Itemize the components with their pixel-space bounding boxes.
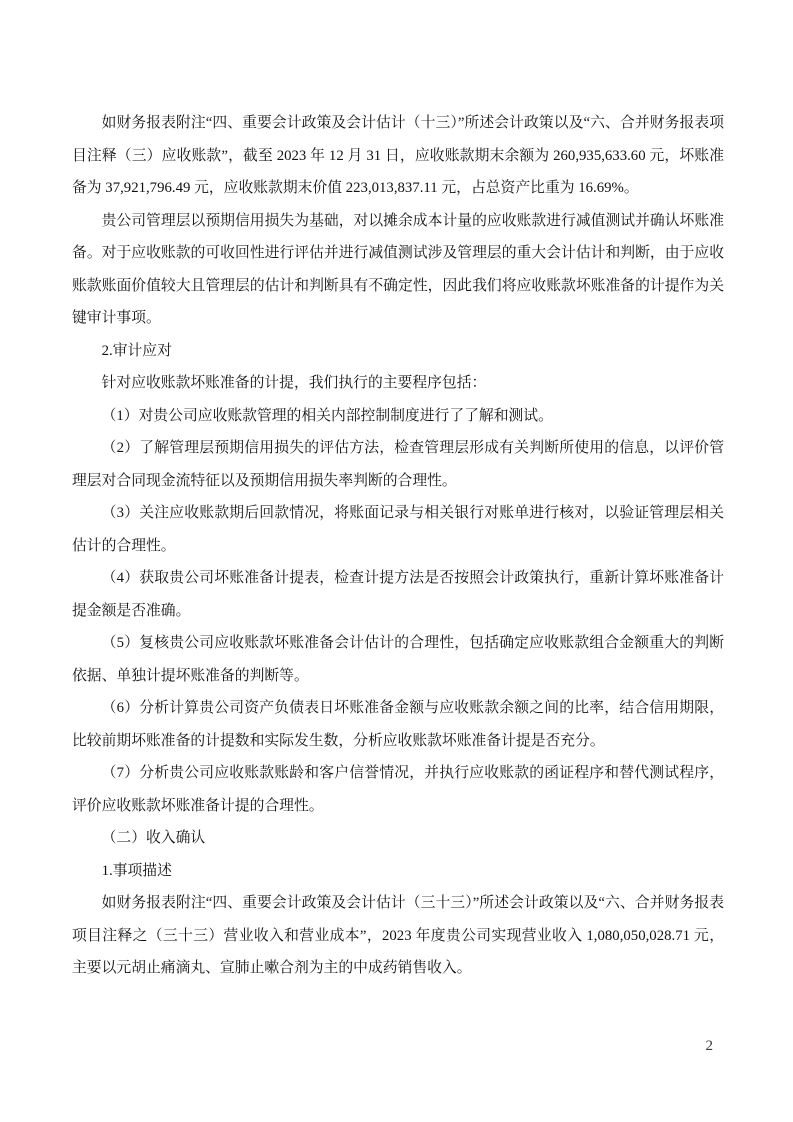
paragraph: 针对应收账款坏账准备的计提，我们执行的主要程序包括： xyxy=(101,375,487,391)
paragraph: 如财务报表附注“四、重要会计政策及会计估计（三十三）”所述会计政策以及“六、合并财务报表项目注释之（三十三）营业收入和营业成本”，2023 年度贵公司实现营业收入 1,080,050,028.71 元，主要以元胡止痛滴丸、宣肺止嗽合剂为主的中成药销售收入。 xyxy=(72,895,724,976)
paragraph: 贵公司管理层以预期信用损失为基础，对以摊余成本计量的应收账款进行减值测试并确认坏账准备。对于应收账款的可收回性进行评估并进行减值测试涉及管理层的重大会计估计和判断，由于应收账款账面价值较大且管理层的估计和判断具有不确定性，因此我们将应收账款坏账准备的计提作为关键审计事项。 xyxy=(72,212,724,326)
document-body-text xyxy=(72,107,724,985)
paragraph: （4）获取贵公司坏账准备计提表，检查计提方法是否按照会计政策执行，重新计算坏账准备计提金额是否准确。 xyxy=(72,570,724,619)
paragraph: （1）对贵公司应收账款管理的相关内部控制制度进行了了解和测试。 xyxy=(101,407,553,424)
paragraph: （3）关注应收账款期后回款情况，将账面记录与相关银行对账单进行核对，以验证管理层相关估计的合理性。 xyxy=(72,505,724,554)
paragraph: 1.事项描述 xyxy=(101,862,172,879)
paragraph: （7）分析贵公司应收账款账龄和客户信誉情况，并执行应收账款的函证程序和替代测试程序，评价应收账款坏账准备计提的合理性。 xyxy=(72,765,724,814)
paragraph: （二）收入确认 xyxy=(101,830,206,846)
paragraph: （6）分析计算贵公司资产负债表日坏账准备金额与应收账款余额之间的比率，结合信用期限，比较前期坏账准备的计提数和实际发生数，分析应收账款坏账准备计提是否充分。 xyxy=(72,700,724,749)
paragraph: 如财务报表附注“四、重要会计政策及会计估计（十三）”所述会计政策以及“六、合并财务报表项目注释（三）应收账款”，截至 2023 年 12 月 31 日，应收账款期末余额为 260,935,633.60 元，坏账准备为 37,921,796.49 元，应收账款期末价值 223,013,837.11 元，占总资产比重为 16.69%。 xyxy=(72,115,724,196)
paragraph: （2）了解管理层预期信用损失的评估方法，检查管理层形成有关判断所使用的信息，以评价管理层对合同现金流特征以及预期信用损失率判断的合理性。 xyxy=(72,440,724,489)
paragraph: 2.审计应对 xyxy=(101,342,172,359)
paragraph: （5）复核贵公司应收账款坏账准备会计估计的合理性，包括确定应收账款组合金额重大的判断依据、单独计提坏账准备的判断等。 xyxy=(72,635,724,684)
page-number: 2 xyxy=(705,1038,713,1054)
